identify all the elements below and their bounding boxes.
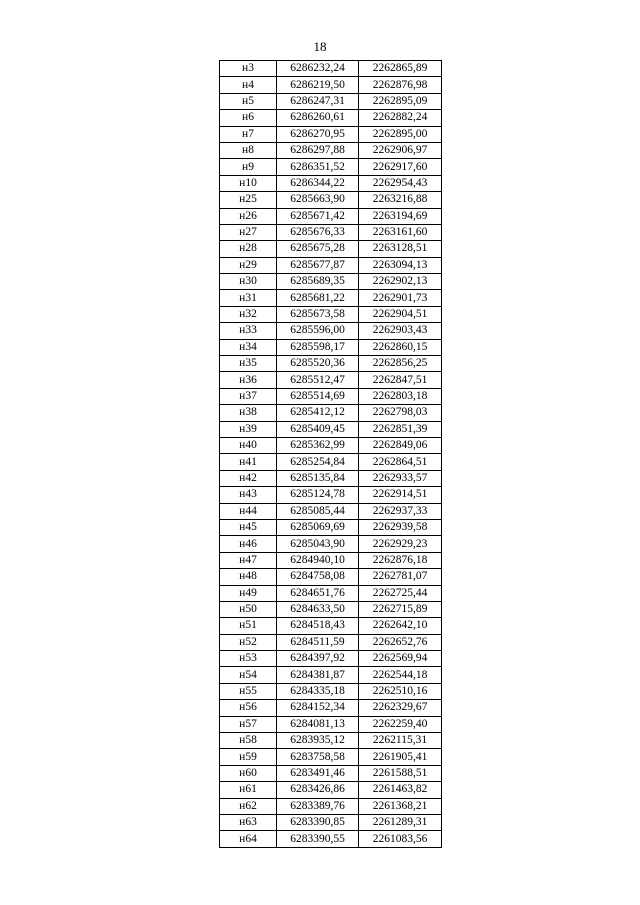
- point-name-cell: н7: [220, 126, 277, 142]
- y-coordinate-cell: 2262937,33: [359, 503, 442, 519]
- x-coordinate-cell: 6285681,22: [277, 290, 359, 306]
- point-name-cell: н63: [220, 814, 277, 830]
- point-name-cell: н51: [220, 618, 277, 634]
- y-coordinate-cell: 2262849,06: [359, 437, 442, 453]
- y-coordinate-cell: 2262906,97: [359, 142, 442, 158]
- y-coordinate-cell: 2262725,44: [359, 585, 442, 601]
- table-row: [220, 372, 442, 388]
- y-coordinate-cell: 2262652,76: [359, 634, 442, 650]
- x-coordinate-cell: 6283491,46: [277, 765, 359, 781]
- x-coordinate-cell: 6285675,28: [277, 241, 359, 257]
- table-row: [220, 470, 442, 486]
- x-coordinate-cell: 6284940,10: [277, 552, 359, 568]
- point-name-cell: н44: [220, 503, 277, 519]
- y-coordinate-cell: 2263094,13: [359, 257, 442, 273]
- table-row: [220, 585, 442, 601]
- point-name-cell: н10: [220, 175, 277, 191]
- table-row: [220, 241, 442, 257]
- point-name-cell: н4: [220, 77, 277, 93]
- table-row: [220, 601, 442, 617]
- table-row: [220, 831, 442, 847]
- y-coordinate-cell: 2261905,41: [359, 749, 442, 765]
- y-coordinate-cell: 2262569,94: [359, 651, 442, 667]
- y-coordinate-cell: 2262851,39: [359, 421, 442, 437]
- y-coordinate-cell: 2263194,69: [359, 208, 442, 224]
- x-coordinate-cell: 6284335,18: [277, 683, 359, 699]
- point-name-cell: н26: [220, 208, 277, 224]
- y-coordinate-cell: 2262715,89: [359, 601, 442, 617]
- y-coordinate-cell: 2262642,10: [359, 618, 442, 634]
- x-coordinate-cell: 6285124,78: [277, 487, 359, 503]
- y-coordinate-cell: 2262954,43: [359, 175, 442, 191]
- y-coordinate-cell: 2261463,82: [359, 782, 442, 798]
- table-row: [220, 519, 442, 535]
- point-name-cell: н34: [220, 339, 277, 355]
- y-coordinate-cell: 2262933,57: [359, 470, 442, 486]
- y-coordinate-cell: 2262781,07: [359, 569, 442, 585]
- point-name-cell: н52: [220, 634, 277, 650]
- y-coordinate-cell: 2262115,31: [359, 733, 442, 749]
- y-coordinate-cell: 2262510,16: [359, 683, 442, 699]
- point-name-cell: н6: [220, 110, 277, 126]
- point-name-cell: н46: [220, 536, 277, 552]
- table-row: [220, 437, 442, 453]
- x-coordinate-cell: 6284518,43: [277, 618, 359, 634]
- point-name-cell: н45: [220, 519, 277, 535]
- table-row: [220, 290, 442, 306]
- table-row: [220, 110, 442, 126]
- y-coordinate-cell: 2262803,18: [359, 388, 442, 404]
- table-row: [220, 405, 442, 421]
- x-coordinate-cell: 6284081,13: [277, 716, 359, 732]
- x-coordinate-cell: 6283758,58: [277, 749, 359, 765]
- x-coordinate-cell: 6284152,34: [277, 700, 359, 716]
- y-coordinate-cell: 2262895,00: [359, 126, 442, 142]
- point-name-cell: н25: [220, 192, 277, 208]
- point-name-cell: н59: [220, 749, 277, 765]
- table-row: [220, 274, 442, 290]
- coordinates-table-body: [220, 61, 442, 848]
- table-row: [220, 749, 442, 765]
- table-row: [220, 782, 442, 798]
- y-coordinate-cell: 2262865,89: [359, 61, 442, 77]
- x-coordinate-cell: 6285085,44: [277, 503, 359, 519]
- point-name-cell: н38: [220, 405, 277, 421]
- point-name-cell: н56: [220, 700, 277, 716]
- point-name-cell: н48: [220, 569, 277, 585]
- x-coordinate-cell: 6285514,69: [277, 388, 359, 404]
- x-coordinate-cell: 6284397,92: [277, 651, 359, 667]
- table-row: [220, 487, 442, 503]
- x-coordinate-cell: 6285689,35: [277, 274, 359, 290]
- y-coordinate-cell: 2262329,67: [359, 700, 442, 716]
- x-coordinate-cell: 6286219,50: [277, 77, 359, 93]
- table-row: [220, 93, 442, 109]
- table-row: [220, 356, 442, 372]
- point-name-cell: н39: [220, 421, 277, 437]
- point-name-cell: н9: [220, 159, 277, 175]
- table-row: [220, 765, 442, 781]
- y-coordinate-cell: 2262929,23: [359, 536, 442, 552]
- table-row: [220, 224, 442, 240]
- point-name-cell: н31: [220, 290, 277, 306]
- x-coordinate-cell: 6285409,45: [277, 421, 359, 437]
- y-coordinate-cell: 2262876,18: [359, 552, 442, 568]
- point-name-cell: н33: [220, 323, 277, 339]
- x-coordinate-cell: 6285520,36: [277, 356, 359, 372]
- y-coordinate-cell: 2262904,51: [359, 306, 442, 322]
- table-row: [220, 651, 442, 667]
- coordinates-table: [219, 60, 442, 848]
- point-name-cell: н54: [220, 667, 277, 683]
- y-coordinate-cell: 2262847,51: [359, 372, 442, 388]
- x-coordinate-cell: 6286247,31: [277, 93, 359, 109]
- table-row: [220, 716, 442, 732]
- point-name-cell: н57: [220, 716, 277, 732]
- x-coordinate-cell: 6285135,84: [277, 470, 359, 486]
- x-coordinate-cell: 6286344,22: [277, 175, 359, 191]
- point-name-cell: н60: [220, 765, 277, 781]
- table-row: [220, 618, 442, 634]
- y-coordinate-cell: 2262902,13: [359, 274, 442, 290]
- x-coordinate-cell: 6285598,17: [277, 339, 359, 355]
- x-coordinate-cell: 6284381,87: [277, 667, 359, 683]
- table-row: [220, 454, 442, 470]
- table-row: [220, 536, 442, 552]
- table-row: [220, 159, 442, 175]
- x-coordinate-cell: 6285676,33: [277, 224, 359, 240]
- y-coordinate-cell: 2262882,24: [359, 110, 442, 126]
- table-row: [220, 814, 442, 830]
- table-row: [220, 61, 442, 77]
- table-row: [220, 421, 442, 437]
- y-coordinate-cell: 2262259,40: [359, 716, 442, 732]
- x-coordinate-cell: 6285069,69: [277, 519, 359, 535]
- x-coordinate-cell: 6283935,12: [277, 733, 359, 749]
- y-coordinate-cell: 2262798,03: [359, 405, 442, 421]
- table-row: [220, 323, 442, 339]
- y-coordinate-cell: 2261368,21: [359, 798, 442, 814]
- y-coordinate-cell: 2263161,60: [359, 224, 442, 240]
- y-coordinate-cell: 2262939,58: [359, 519, 442, 535]
- y-coordinate-cell: 2262864,51: [359, 454, 442, 470]
- x-coordinate-cell: 6286351,52: [277, 159, 359, 175]
- y-coordinate-cell: 2261083,56: [359, 831, 442, 847]
- x-coordinate-cell: 6285512,47: [277, 372, 359, 388]
- table-row: [220, 798, 442, 814]
- table-row: [220, 388, 442, 404]
- x-coordinate-cell: 6286260,61: [277, 110, 359, 126]
- y-coordinate-cell: 2263128,51: [359, 241, 442, 257]
- point-name-cell: н36: [220, 372, 277, 388]
- table-row: [220, 208, 442, 224]
- x-coordinate-cell: 6284633,50: [277, 601, 359, 617]
- x-coordinate-cell: 6284651,76: [277, 585, 359, 601]
- point-name-cell: н37: [220, 388, 277, 404]
- x-coordinate-cell: 6285043,90: [277, 536, 359, 552]
- y-coordinate-cell: 2262856,25: [359, 356, 442, 372]
- table-row: [220, 700, 442, 716]
- page-number: 18: [313, 39, 327, 54]
- y-coordinate-cell: 2262914,51: [359, 487, 442, 503]
- point-name-cell: н30: [220, 274, 277, 290]
- table-row: [220, 569, 442, 585]
- x-coordinate-cell: 6285663,90: [277, 192, 359, 208]
- y-coordinate-cell: 2262901,73: [359, 290, 442, 306]
- table-row: [220, 683, 442, 699]
- x-coordinate-cell: 6285671,42: [277, 208, 359, 224]
- point-name-cell: н28: [220, 241, 277, 257]
- table-row: [220, 306, 442, 322]
- point-name-cell: н5: [220, 93, 277, 109]
- point-name-cell: н50: [220, 601, 277, 617]
- table-row: [220, 667, 442, 683]
- point-name-cell: н53: [220, 651, 277, 667]
- y-coordinate-cell: 2262917,60: [359, 159, 442, 175]
- x-coordinate-cell: 6283426,86: [277, 782, 359, 798]
- y-coordinate-cell: 2261289,31: [359, 814, 442, 830]
- table-row: [220, 257, 442, 273]
- point-name-cell: н27: [220, 224, 277, 240]
- x-coordinate-cell: 6286232,24: [277, 61, 359, 77]
- point-name-cell: н41: [220, 454, 277, 470]
- table-row: [220, 142, 442, 158]
- x-coordinate-cell: 6283390,55: [277, 831, 359, 847]
- x-coordinate-cell: 6285412,12: [277, 405, 359, 421]
- y-coordinate-cell: 2262903,43: [359, 323, 442, 339]
- x-coordinate-cell: 6283389,76: [277, 798, 359, 814]
- y-coordinate-cell: 2262895,09: [359, 93, 442, 109]
- x-coordinate-cell: 6283390,85: [277, 814, 359, 830]
- point-name-cell: н58: [220, 733, 277, 749]
- x-coordinate-cell: 6285254,84: [277, 454, 359, 470]
- table-row: [220, 552, 442, 568]
- point-name-cell: н49: [220, 585, 277, 601]
- point-name-cell: н62: [220, 798, 277, 814]
- x-coordinate-cell: 6286297,88: [277, 142, 359, 158]
- x-coordinate-cell: 6284511,59: [277, 634, 359, 650]
- y-coordinate-cell: 2261588,51: [359, 765, 442, 781]
- x-coordinate-cell: 6286270,95: [277, 126, 359, 142]
- point-name-cell: н55: [220, 683, 277, 699]
- point-name-cell: н3: [220, 61, 277, 77]
- point-name-cell: н64: [220, 831, 277, 847]
- point-name-cell: н47: [220, 552, 277, 568]
- x-coordinate-cell: 6285677,87: [277, 257, 359, 273]
- point-name-cell: н32: [220, 306, 277, 322]
- point-name-cell: н8: [220, 142, 277, 158]
- point-name-cell: н29: [220, 257, 277, 273]
- point-name-cell: н61: [220, 782, 277, 798]
- y-coordinate-cell: 2262860,15: [359, 339, 442, 355]
- y-coordinate-cell: 2262544,18: [359, 667, 442, 683]
- table-row: [220, 126, 442, 142]
- point-name-cell: н35: [220, 356, 277, 372]
- x-coordinate-cell: 6285362,99: [277, 437, 359, 453]
- y-coordinate-cell: 2263216,88: [359, 192, 442, 208]
- x-coordinate-cell: 6285596,00: [277, 323, 359, 339]
- point-name-cell: н40: [220, 437, 277, 453]
- point-name-cell: н43: [220, 487, 277, 503]
- x-coordinate-cell: 6284758,08: [277, 569, 359, 585]
- table-row: [220, 77, 442, 93]
- table-row: [220, 634, 442, 650]
- y-coordinate-cell: 2262876,98: [359, 77, 442, 93]
- x-coordinate-cell: 6285673,58: [277, 306, 359, 322]
- table-row: [220, 733, 442, 749]
- table-row: [220, 192, 442, 208]
- point-name-cell: н42: [220, 470, 277, 486]
- table-row: [220, 175, 442, 191]
- table-row: [220, 339, 442, 355]
- table-row: [220, 503, 442, 519]
